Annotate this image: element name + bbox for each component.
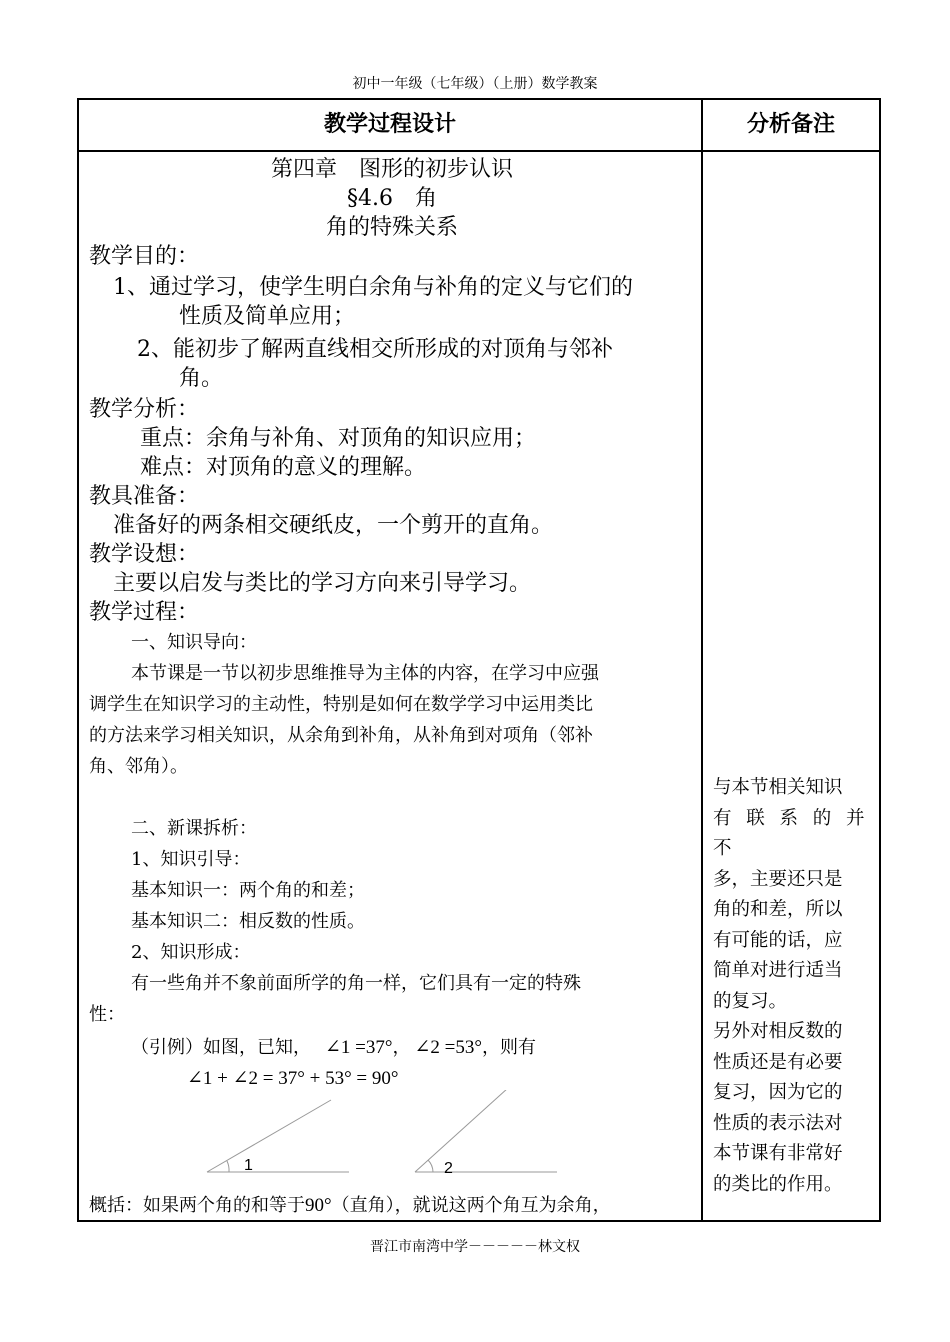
section-title: §4.6 角 [347, 186, 437, 211]
example-then: ，则有 [481, 1037, 536, 1058]
summary-text-a: 概括：如果两个角的和等于 [89, 1195, 305, 1216]
column-title-analysis-notes: 分析备注 [746, 112, 835, 137]
angle-2-equation: ∠2 =53° [414, 1037, 482, 1058]
summary-degree: 90° [305, 1195, 332, 1216]
column-title-teaching-design: 教学过程设计 [323, 112, 456, 137]
header-row-divider [79, 150, 879, 152]
note-line: 性质的表示法对 [713, 1112, 843, 1134]
page-header: 初中一年级（七年级）（上册）数学教案 [352, 76, 598, 92]
basic-knowledge-2: 基本知识二：相反数的性质。 [131, 911, 365, 932]
column-divider [701, 100, 703, 1220]
note-line: 的复习。 [713, 990, 788, 1012]
example-line [89, 1032, 695, 1063]
goal-2-line-2: 角。 [179, 366, 224, 391]
angle-1-label: 1 [244, 1157, 253, 1174]
goals-heading: 教学目的： [89, 244, 200, 269]
note-line: 与本节相关知识 [713, 777, 843, 798]
blank-line [89, 782, 695, 813]
angle-1-equation: ∠1 =37° [325, 1037, 393, 1058]
idea-heading: 教学设想： [89, 542, 200, 567]
example-comma: ， [392, 1037, 411, 1058]
intro-heading: 1、知识引导： [131, 849, 251, 870]
angle-2-diagram [415, 1090, 557, 1177]
special-line-2: 性： [89, 1004, 125, 1025]
note-line: 有联系的并不 [713, 807, 873, 859]
note-line: 多，主要还只是 [713, 868, 843, 890]
summary-line [89, 1190, 695, 1222]
note-line: 性质还是有必要 [713, 1051, 843, 1073]
formation-heading: 2、知识形成： [131, 942, 251, 963]
tools-text: 准备好的两条相交硬纸皮，一个剪开的直角。 [113, 513, 554, 538]
idea-text: 主要以启发与类比的学习方向来引导学习。 [113, 571, 532, 596]
analysis-heading: 教学分析： [89, 397, 200, 422]
note-line: 角的和差，所以 [713, 899, 843, 920]
key-point: 重点：余角与补角、对顶角的知识应用； [140, 426, 537, 451]
lesson-table [77, 98, 881, 1222]
chapter-title: 第四章 图形的初步认识 [270, 157, 513, 182]
process-heading: 教学过程： [89, 600, 200, 625]
angle-2-slanted-ray [415, 1090, 508, 1172]
angle-1-arc [227, 1161, 229, 1172]
part-1-line-2: 调学生在知识学习的主动性，特别是如何在数学学习中运用类比 [89, 694, 593, 715]
part-1-line-4: 角、邻角）。 [89, 756, 188, 777]
note-line: 简单对进行适当 [713, 960, 843, 981]
note-line: 复习，因为它的 [713, 1082, 843, 1103]
goal-1-line-1: 1、通过学习，使学生明白余角与补角的定义与它们的 [113, 275, 633, 300]
tools-heading: 教具准备： [89, 484, 200, 509]
note-line: 本节课有非常好 [713, 1143, 843, 1164]
goal-2-line-1: 2、能初步了解两直线相交所形成的对顶角与邻补 [137, 337, 613, 362]
note-line: 另外对相反数的 [713, 1021, 843, 1042]
part-1-line-1: 本节课是一节以初步思维推导为主体的内容，在学习中应强 [131, 663, 599, 684]
note-line: 有可能的话，应 [713, 929, 843, 951]
analysis-notes [713, 773, 873, 1200]
topic-title: 角的特殊关系 [325, 215, 458, 240]
note-line: 的类比的作用。 [713, 1173, 843, 1195]
special-line-1: 有一些角并不象前面所学的角一样，它们具有一定的特殊 [131, 973, 581, 994]
angle-1-diagram [207, 1100, 349, 1174]
basic-knowledge-1: 基本知识一：两个角的和差； [131, 880, 365, 901]
angle-2-label: 2 [444, 1160, 453, 1177]
goal-1-line-2: 性质及简单应用； [179, 304, 356, 329]
summary-text-b: （直角），就说这两个角互为余角， [331, 1195, 611, 1216]
lesson-content [89, 154, 695, 1094]
angle-2-arc [428, 1160, 433, 1172]
part-1-line-3: 的方法来学习相关知识，从余角到补角，从补角到对项角（邻补 [89, 725, 593, 746]
part-2-heading: 二、新课拆析： [131, 818, 257, 839]
example-prefix: （引例）如图，已知， [131, 1037, 311, 1058]
difficulty-point: 难点：对顶角的意义的理解。 [140, 455, 427, 480]
angle-1-slanted-ray [207, 1100, 331, 1172]
part-1-heading: 一、知识导向： [131, 632, 257, 653]
angle-figure [199, 1090, 569, 1180]
angle-sum-equation: ∠1 + ∠2 = 37° + 53° = 90° [187, 1068, 399, 1089]
page-footer: 晋江市南湾中学－－－－－林文权 [370, 1239, 580, 1255]
